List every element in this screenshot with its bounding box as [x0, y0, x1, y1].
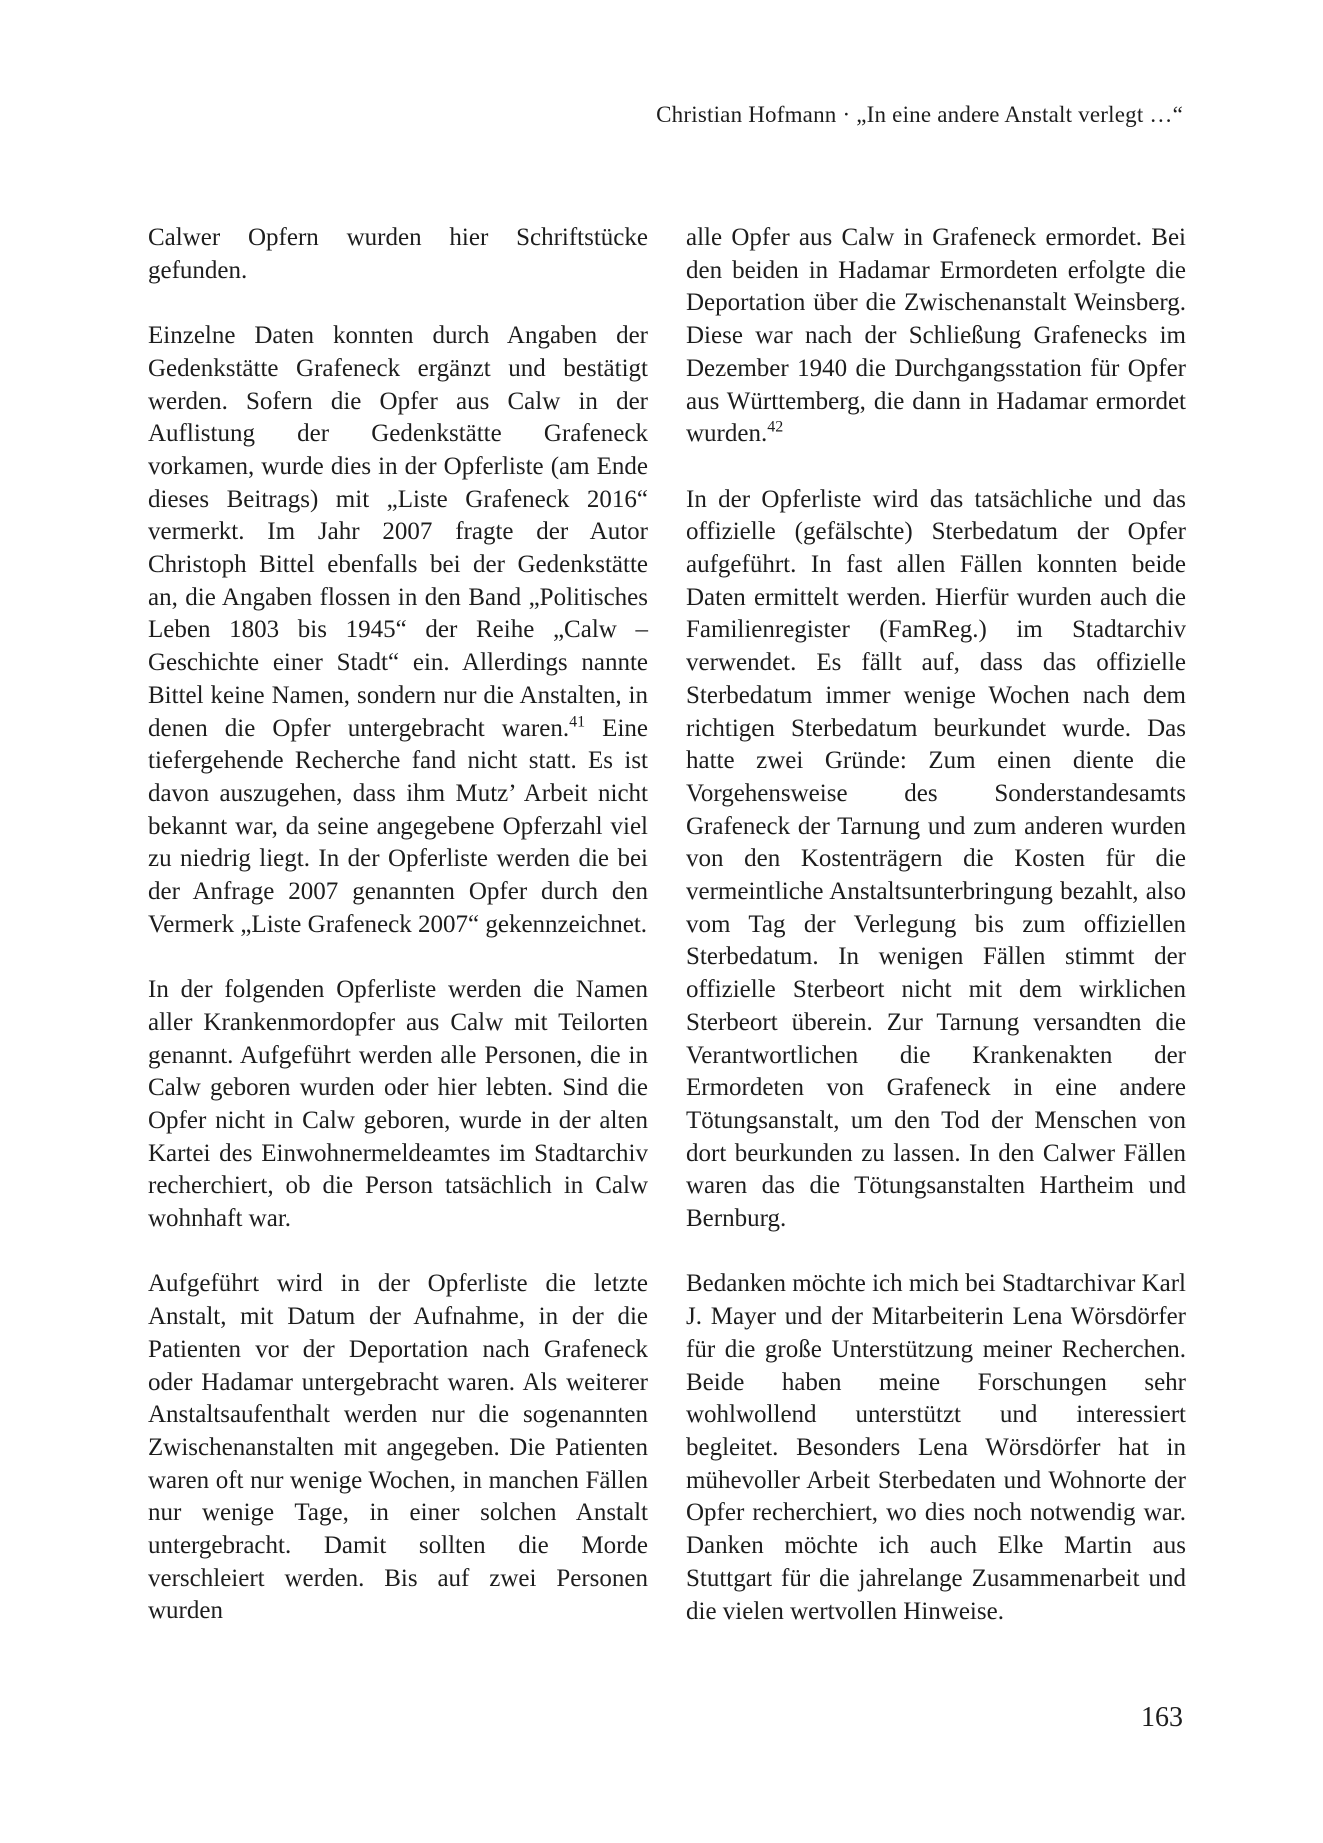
footnote-ref[interactable]: 41 — [569, 713, 586, 731]
paragraph: Einzelne Daten konnten durch Angaben der Gedenkstätte Grafeneck ergänzt und bestätigt werden. Sofern die Opfer aus Calw in der Auflistung der Gedenkstätte Grafeneck vorkamen, wurde dies in der Opferliste (am Ende dieses Beitrags) mit „Liste Grafeneck 2016“ vermerkt. Im Jahr 2007 fragte der Autor Christoph Bittel ebenfalls bei der Gedenkstätte an, die Angaben flossen in den Band „Politisches Leben 1803 bis 1945“ der Reihe „Calw – Geschichte einer Stadt“ ein. Allerdings nannte Bittel keine Namen, sondern nur die Anstalten, in denen die Opfer untergebracht waren.$^{41}$ Eine tiefergehende Recherche fand nicht statt. Es ist davon auszugehen, dass ihm Mutz’ Arbeit nicht bekannt war, da seine angegebene Opferzahl viel zu niedrig liegt. In der Opferliste werden die bei der Anfrage 2007 genannten Opfer durch den Vermerk „Liste Grafeneck 2007“ gekennzeichnet. — [148, 322, 648, 938]
paragraph: Calwer Opfern wurden hier Schriftstücke gefunden. — [148, 224, 648, 284]
paragraph: alle Opfer aus Calw in Grafeneck ermordet. Bei den beiden in Hadamar Ermordeten erfolgte die Deportation über die Zwischenanstalt Weinsberg. Diese war nach der Schließung Grafenecks im Dezember 1940 die Durchgangsstation für Opfer aus Württemberg, die dann in Hadamar ermordet wurden.$^{42}$ — [686, 224, 1186, 448]
running-head: Christian Hofmann · „In eine andere Anstalt verlegt …“ — [656, 102, 1183, 127]
paragraph: In der Opferliste wird das tatsächliche und das offizielle (gefälschte) Sterbedatum der Opfer aufgeführt. In fast allen Fällen konnten beide Daten ermittelt werden. Hierfür wurden auch die Familienregister (FamReg.) im Stadtarchiv verwendet. Es fällt auf, dass das offizielle Sterbedatum immer wenige Wochen nach dem richtigen Sterbedatum beurkundet wurde. Das hatte zwei Gründe: Zum einen diente die Vorgehensweise des Sonderstandesamts Grafeneck der Tarnung und zum anderen wurden von den Kostenträgern die Kosten für die vermeintliche Anstaltsunterbringung bezahlt, also vom Tag der Verlegung bis zum offiziellen Sterbedatum. In wenigen Fällen stimmt der offizielle Sterbeort nicht mit dem wirklichen Sterbeort überein. Zur Tarnung versandten die Verantwortlichen die Krankenakten der Ermordeten von Grafeneck in eine andere Tötungsanstalt, um den Tod der Menschen von dort beurkunden zu lassen. In den Calwer Fällen waren das die Tötungsanstalten Hartheim und Bernburg. — [686, 485, 1186, 1233]
left-column — [148, 222, 648, 1661]
paragraph: Bedanken möchte ich mich bei Stadtarchivar Karl J. Mayer und der Mitarbeiterin Lena Wörsdörfer für die große Unterstützung meiner Recherchen. Beide haben meine Forschungen sehr wohlwollend unterstützt und interessiert begleitet. Besonders Lena Wörsdörfer hat in mühevoller Arbeit Sterbedaten und Wohnorte der Opfer recherchiert, wo dies noch notwendig war. Danken möchte ich auch Elke Martin aus Stuttgart für die jahrelange Zusammenarbeit und die vielen wertvollen Hinweise. — [686, 1270, 1186, 1625]
footnote-ref[interactable]: 42 — [767, 418, 784, 436]
paragraph: Aufgeführt wird in der Opferliste die letzte Anstalt, mit Datum der Aufnahme, in der die Patienten vor der Deportation nach Grafeneck oder Hadamar untergebracht waren. Als weiterer Anstaltsaufenthalt werden nur die sogenannten Zwischenanstalten mit angegeben. Die Patienten waren oft nur wenige Wochen, in manchen Fällen nur wenige Tage, in einer solchen Anstalt untergebracht. Damit sollten die Morde verschleiert werden. Bis auf zwei Personen wurden — [148, 1270, 648, 1625]
right-column — [686, 222, 1186, 1661]
paragraph: In der folgenden Opferliste werden die Namen aller Krankenmordopfer aus Calw mit Teilorten genannt. Aufgeführt werden alle Personen, die in Calw geboren wurden oder hier lebten. Sind die Opfer nicht in Calw geboren, wurde in der alten Kartei des Einwohnermeldeamtes im Stadtarchiv recherchiert, ob die Person tatsächlich in Calw wohnhaft war. — [148, 976, 648, 1233]
page-number: 163 — [1141, 1702, 1183, 1733]
